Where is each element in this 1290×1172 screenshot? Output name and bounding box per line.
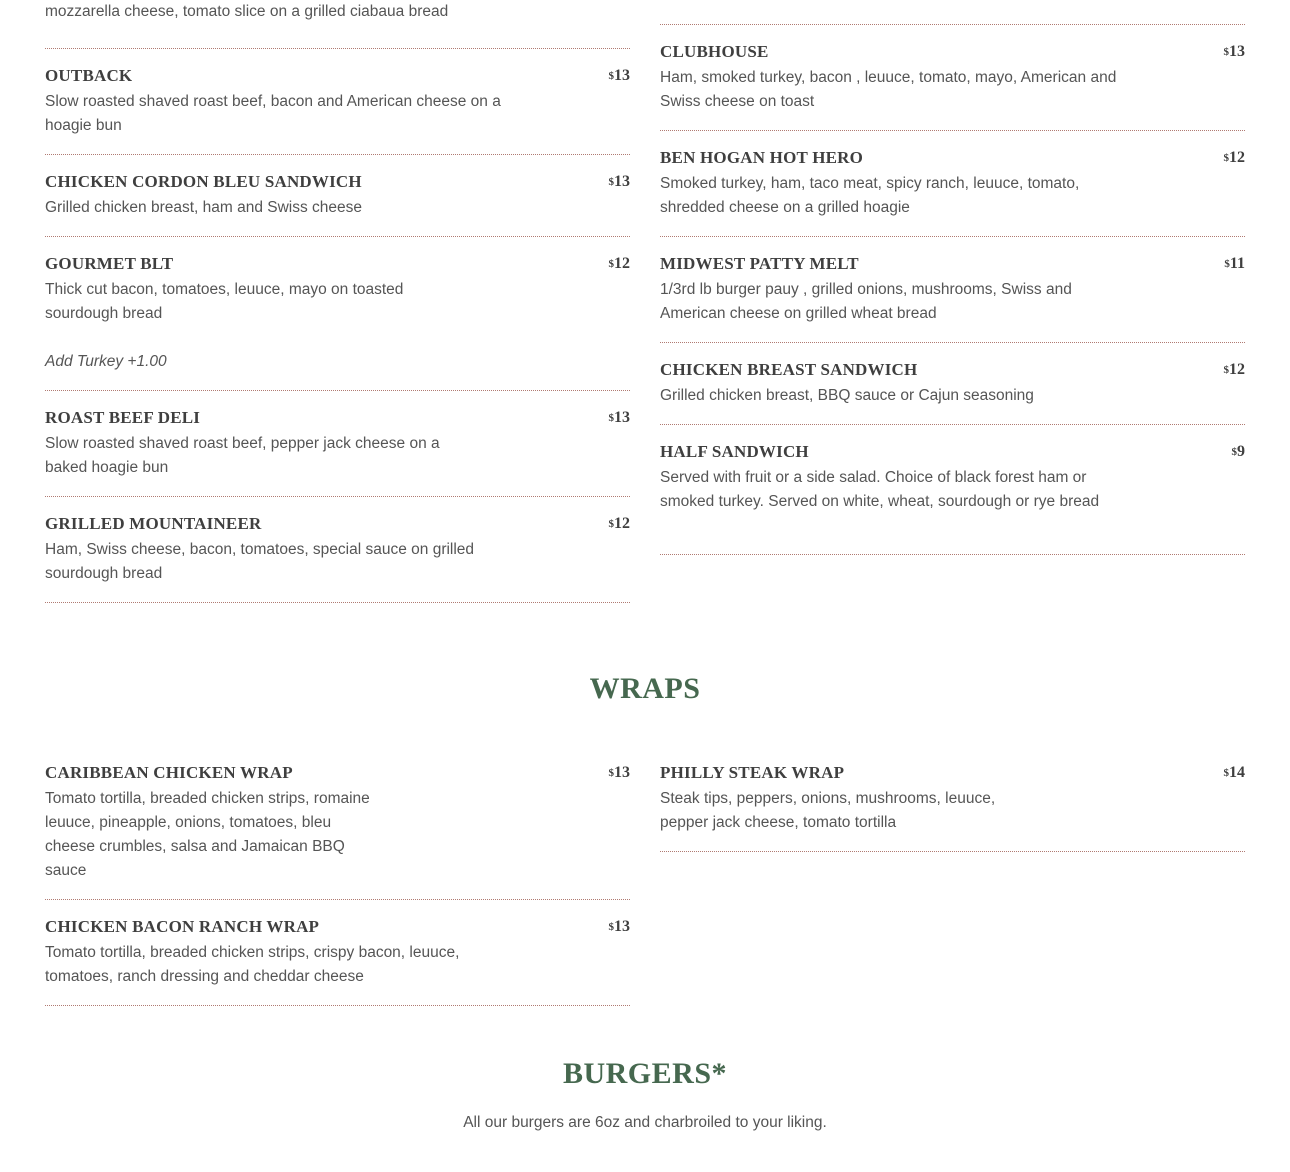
section-subtitle-burgers: All our burgers are 6oz and charbroiled to your liking.: [463, 1114, 827, 1131]
menu-item-chicken-bacon-ranch-wrap: [45, 917, 630, 1006]
menu-item-price: $13: [608, 764, 630, 781]
menu-item-description: mozzarella cheese, tomato slice on a grilled ciabaua bread: [45, 3, 449, 20]
menu-item-description: Grilled chicken breast, ham and Swiss cheese: [45, 199, 363, 216]
menu-item-half-sandwich: [660, 442, 1245, 555]
menu-item-description: Slow roasted shaved roast beef, bacon and American cheese on a hoagie bun: [45, 93, 501, 134]
menu-item-title: GRILLED MOUNTAINEER: [45, 514, 262, 533]
menu-item-addon-note: Add Turkey +1.00: [45, 353, 167, 370]
menu-item-description: 1/3rd lb burger pauy , grilled onions, mushrooms, Swiss and American cheese on grilled wheat bread: [660, 281, 1072, 322]
menu-item-description: Steak tips, peppers, onions, mushrooms, leuuce, pepper jack cheese, tomato tortilla: [660, 790, 996, 831]
menu-item-price: $13: [608, 409, 630, 426]
menu-item-price: $13: [608, 67, 630, 84]
menu-item-price: $12: [1223, 149, 1245, 166]
menu-item-philly-steak-wrap: [660, 763, 1245, 852]
menu-item-gourmet-blt: [45, 254, 630, 391]
menu-item-ben-hogan-hot-hero: [660, 148, 1245, 237]
menu-item-description: Slow roasted shaved roast beef, pepper jack cheese on a baked hoagie bun: [45, 435, 440, 476]
menu-item-description: Ham, Swiss cheese, bacon, tomatoes, special sauce on grilled sourdough bread: [45, 541, 475, 582]
menu-item-price: $9: [1231, 443, 1245, 460]
menu-item-outback: [45, 66, 630, 155]
menu-item-price: $11: [1224, 255, 1245, 272]
menu-item-price: $13: [608, 173, 630, 190]
menu-item-title: CLUBHOUSE: [660, 42, 769, 61]
menu-item-description: Smoked turkey, ham, taco meat, spicy ranch, leuuce, tomato, shredded cheese on a grilled hoagie: [660, 175, 1080, 216]
menu-item-description: Tomato tortilla, breaded chicken strips, romaine leuuce, pineapple, onions, tomatoes, bleu cheese crumbles, salsa and Jamaican BBQ sauce: [45, 790, 370, 879]
menu-item-title: ROAST BEEF DELI: [45, 408, 201, 427]
menu-item-price: $12: [608, 255, 630, 272]
menu-item-price: $12: [1223, 361, 1245, 378]
menu-item-description: Thick cut bacon, tomatoes, leuuce, mayo on toasted sourdough bread: [45, 281, 404, 322]
menu-item-price: $12: [608, 515, 630, 532]
section-title-wraps: WRAPS: [589, 672, 701, 705]
menu-item-title: PHILLY STEAK WRAP: [660, 763, 845, 782]
menu-item-title: CARIBBEAN CHICKEN WRAP: [45, 763, 293, 782]
menu-item-description: Served with fruit or a side salad. Choice of black forest ham or smoked turkey. Served on white, wheat, sourdough or rye bread: [660, 469, 1100, 510]
menu-item-title: CHICKEN BREAST SANDWICH: [660, 360, 918, 379]
menu-item-chicken-breast-sandwich: [660, 360, 1245, 425]
menu-item-title: HALF SANDWICH: [660, 442, 809, 461]
menu-item-roast-beef-deli: [45, 408, 630, 497]
menu-item-title: CHICKEN CORDON BLEU SANDWICH: [45, 172, 362, 191]
menu-item-partial-right: [660, 0, 1245, 25]
menu-item-title: CHICKEN BACON RANCH WRAP: [45, 917, 320, 936]
menu-item-title: OUTBACK: [45, 66, 133, 85]
menu-item-price: $13: [608, 918, 630, 935]
menu-item-price: $14: [1223, 764, 1245, 781]
menu-item-description: Ham, smoked turkey, bacon , leuuce, tomato, mayo, American and Swiss cheese on toast: [660, 69, 1117, 110]
menu-item-caribbean-chicken-wrap: [45, 763, 630, 900]
menu-item-midwest-patty-melt: [660, 254, 1245, 343]
menu-item-description: Grilled chicken breast, BBQ sauce or Cajun seasoning: [660, 387, 1034, 404]
menu-item-clubhouse: [660, 42, 1245, 131]
section-title-burgers: BURGERS*: [562, 1057, 728, 1090]
menu-item-title: BEN HOGAN HOT HERO: [660, 148, 864, 167]
menu-item-price: $13: [1223, 43, 1245, 60]
menu-item-title: MIDWEST PATTY MELT: [660, 254, 859, 273]
menu-item-chicken-cordon-bleu: [45, 172, 630, 237]
menu-item-title: GOURMET BLT: [45, 254, 174, 273]
menu-item-grilled-mountaineer: [45, 514, 630, 603]
menu-item-description: Tomato tortilla, breaded chicken strips, crispy bacon, leuuce, tomatoes, ranch dressing and cheddar cheese: [45, 944, 460, 985]
menu-item-partial-roast-beef: [45, 0, 630, 49]
